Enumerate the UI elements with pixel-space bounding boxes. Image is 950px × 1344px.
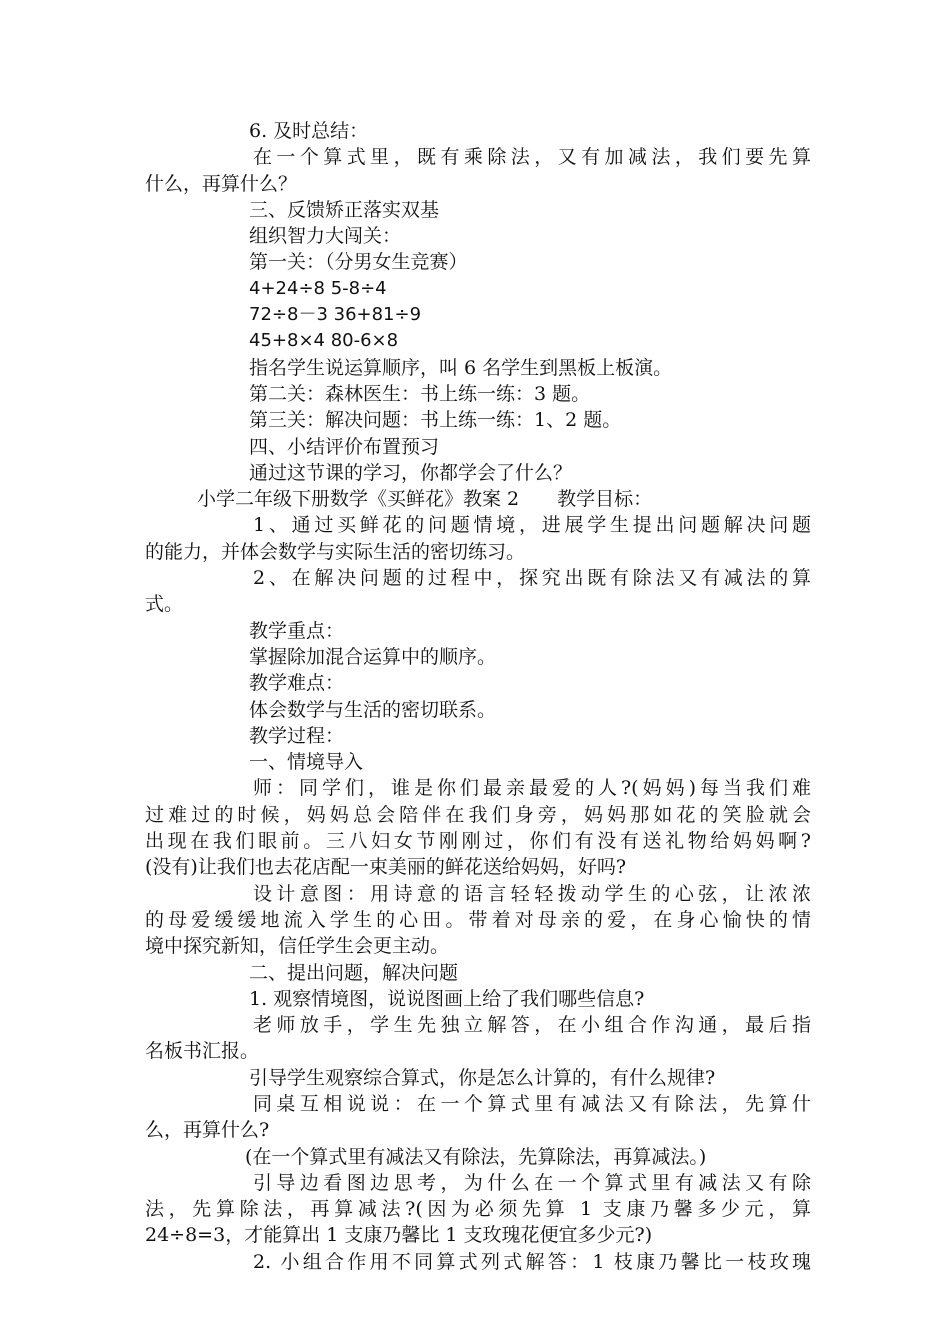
paragraph-line: 老师放手，学生先独立解答，在小组合作沟通，最后指 [253,1014,811,1037]
paragraph-line: 在一个算式里，既有乘除法，又有加减法，我们要先算 [253,146,811,169]
section-heading-process: 教学过程： [249,724,345,747]
section-heading-intro: 一、情境导入 [249,751,364,774]
paragraph-line: 指名学生说运算顺序，叫 6 名学生到黑板上板演。 [249,356,673,379]
section-heading-problem: 二、提出问题，解决问题 [249,961,459,984]
paragraph-line: 名板书汇报。 [145,1040,260,1063]
paragraph-line: (在一个算式里有减法又有除法，先算除法，再算减法。) [245,1145,707,1168]
paragraph-line: 的能力，并体会数学与实际生活的密切练习。 [145,540,526,563]
paragraph-line: 引导学生观察综合算式，你是怎么计算的，有什么规律? [249,1066,716,1089]
paragraph-line: 第一关：（分男女生竞赛） [249,251,468,274]
paragraph-line: (没有)让我们也去花店配一束美丽的鲜花送给妈妈，好吗? [145,856,627,879]
section-heading-review: 四、小结评价布置预习 [249,435,440,458]
section-heading-difficulty: 教学难点： [249,672,345,695]
paragraph-line: 设计意图：用诗意的语言轻轻拨动学生的心弦，让浓浓 [253,882,811,905]
section-heading-focus: 教学重点： [249,619,345,642]
paragraph-line: 24÷8=3，才能算出 1 支康乃馨比 1 支玫瑰花便宜多少元?) [145,1224,653,1247]
paragraph-line: 的母爱缓缓地流入学生的心田。带着对母亲的爱，在身心愉快的情 [145,908,811,931]
paragraph-line: 体会数学与生活的密切联系。 [249,698,497,721]
paragraph-line: 2、在解决问题的过程中，探究出既有除法又有减法的算 [253,567,811,590]
paragraph-line: 同桌互相说说：在一个算式里有减法又有除法，先算什 [253,1092,811,1115]
math-exercise-line: 4+24÷8 5-8÷4 [249,277,387,299]
math-exercise-line: 45+8×4 80-6×8 [249,330,399,352]
paragraph-line: 引导边看图边思考，为什么在一个算式里有减法又有除 [253,1171,811,1194]
section-heading-summary: 6. 及时总结： [249,120,369,142]
paragraph-line: 出现在我们眼前。三八妇女节刚刚过，你们有没有送礼物给妈妈啊? [145,830,811,853]
paragraph-line: 师：同学们，谁是你们最亲最爱的人?(妈妈)每当我们难 [253,777,811,800]
section-heading-feedback: 三、反馈矫正落实双基 [249,198,440,221]
math-exercise-line: 72÷8－3 36+81÷9 [249,304,422,326]
paragraph-line: 什么，再算什么？ [145,172,298,195]
paragraph-line: 式。 [145,593,184,616]
paragraph-line: 过难过的时候，妈妈总会陪伴在我们身旁，妈妈那如花的笑脸就会 [145,803,811,826]
paragraph-line: 掌握除加混合运算中的顺序。 [249,645,497,668]
paragraph-line: 组织智力大闯关： [249,225,402,248]
paragraph-line: 么，再算什么? [145,1119,270,1142]
document-title: 小学二年级下册数学《买鲜花》教案 2 教学目标： [197,488,653,511]
document-body [145,118,811,1275]
paragraph-line: 1、通过买鲜花的问题情境，进展学生提出问题解决问题 [253,514,811,537]
paragraph-line: 法，先算除法，再算减法?(因为必须先算 1 支康乃馨多少元，算 [145,1198,811,1221]
paragraph-line: 第三关：解决问题：书上练一练：1、2 题。 [249,409,622,432]
paragraph-line: 通过这节课的学习，你都学会了什么？ [249,461,573,484]
paragraph-line: 第二关：森林医生：书上练一练：3 题。 [249,382,591,405]
paragraph-line: 2. 小组合作用不同算式列式解答：1 枝康乃馨比一枝玫瑰 [253,1250,811,1273]
paragraph-line: 1. 观察情境图，说说图画上给了我们哪些信息? [249,987,645,1010]
paragraph-line: 境中探究新知，信任学生会更主动。 [145,935,450,958]
